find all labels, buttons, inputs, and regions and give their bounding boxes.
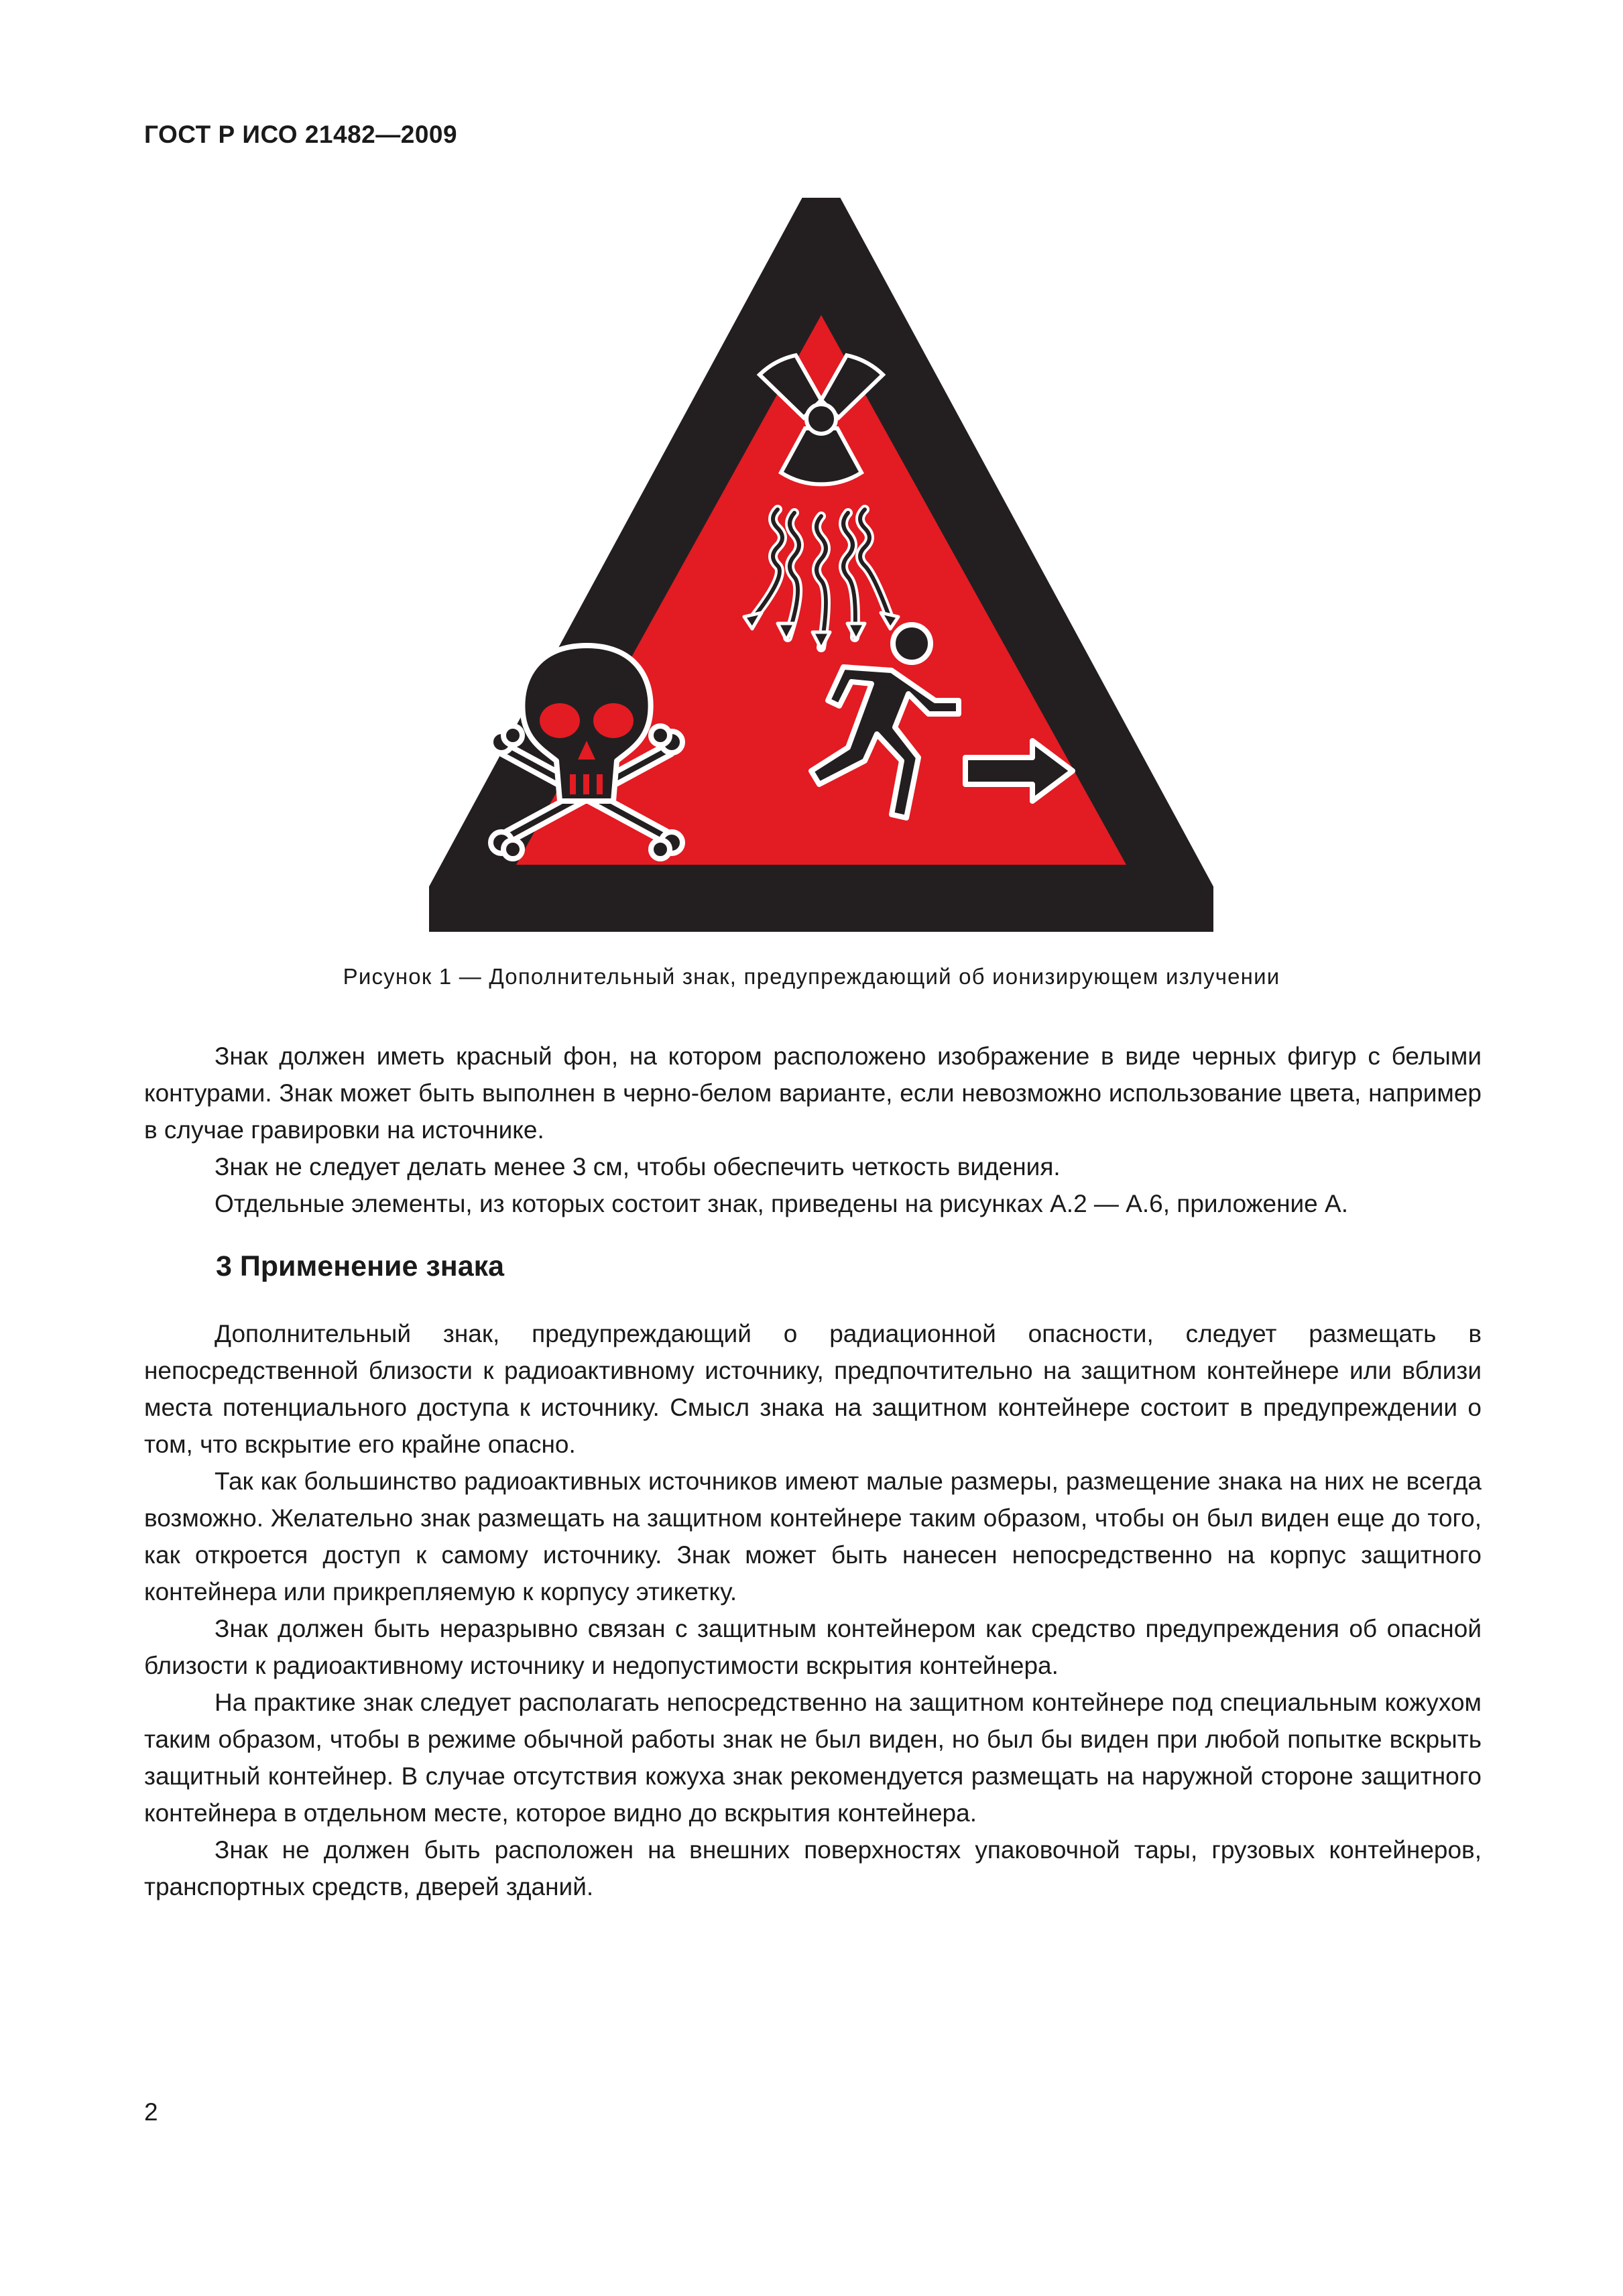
paragraph: Дополнительный знак, предупреждающий о радиационной опасности, следует размещать в непосредственной близости к радиоактивному источнику, предпочтительно на защитном контейнере или вблизи места потенциального доступа к источнику. Смысл знака на защитном контейнере состоит в предупреждении о том, что вскрытие его крайне опасно. xyxy=(144,1320,1482,1458)
figure-caption: Рисунок 1 — Дополнительный знак, предупреждающий об ионизирующем излучении xyxy=(343,964,1280,989)
document-header: ГОСТ Р ИСО 21482—2009 xyxy=(144,121,458,148)
paragraph: Знак не должен быть расположен на внешних поверхностях упаковочной тары, грузовых контейнеров, транспортных средств, дверей зданий. xyxy=(144,1836,1482,1900)
warning-sign-figure xyxy=(429,198,1213,932)
paragraphs-block-2 xyxy=(144,1315,1482,1905)
paragraphs-block-1 xyxy=(144,1038,1482,1222)
page-number: 2 xyxy=(144,2098,158,2126)
paragraph: На практике знак следует располагать непосредственно на защитном контейнере под специальным кожухом таким образом, чтобы в режиме обычной работы знак не был виден, но был бы виден при любой попытке вскрыть защитный контейнер. В случае отсутствия кожуха знак рекомендуется размещать на наружной стороне защитного контейнера в отдельном месте, которое видно до вскрытия контейнера. xyxy=(144,1689,1482,1827)
paragraph: Знак должен быть неразрывно связан с защитным контейнером как средство предупреждения об опасной близости к радиоактивному источнику и недопустимости вскрытия контейнера. xyxy=(144,1615,1482,1679)
paragraph: Так как большинство радиоактивных источников имеют малые размеры, размещение знака на них не всегда возможно. Желательно знак размещать на защитном контейнере таким образом, чтобы он был виден еще до того, как откроется доступ к самому источнику. Знак может быть нанесен непосредственно на корпус защитного контейнера или прикрепляемую к корпусу этикетку. xyxy=(144,1467,1482,1606)
paragraph: Знак должен иметь красный фон, на котором расположено изображение в виде черных фигур с белыми контурами. Знак может быть выполнен в черно-белом варианте, если невозможно использование цвета, например в случае гравировки на источнике. xyxy=(144,1042,1482,1144)
paragraph: Отдельные элементы, из которых состоит знак, приведены на рисунках А.2 — А.6, приложение А. xyxy=(215,1190,1348,1217)
paragraph: Знак не следует делать менее 3 см, чтобы обеспечить четкость видения. xyxy=(215,1153,1061,1181)
section-heading: 3 Применение знака xyxy=(216,1250,505,1282)
